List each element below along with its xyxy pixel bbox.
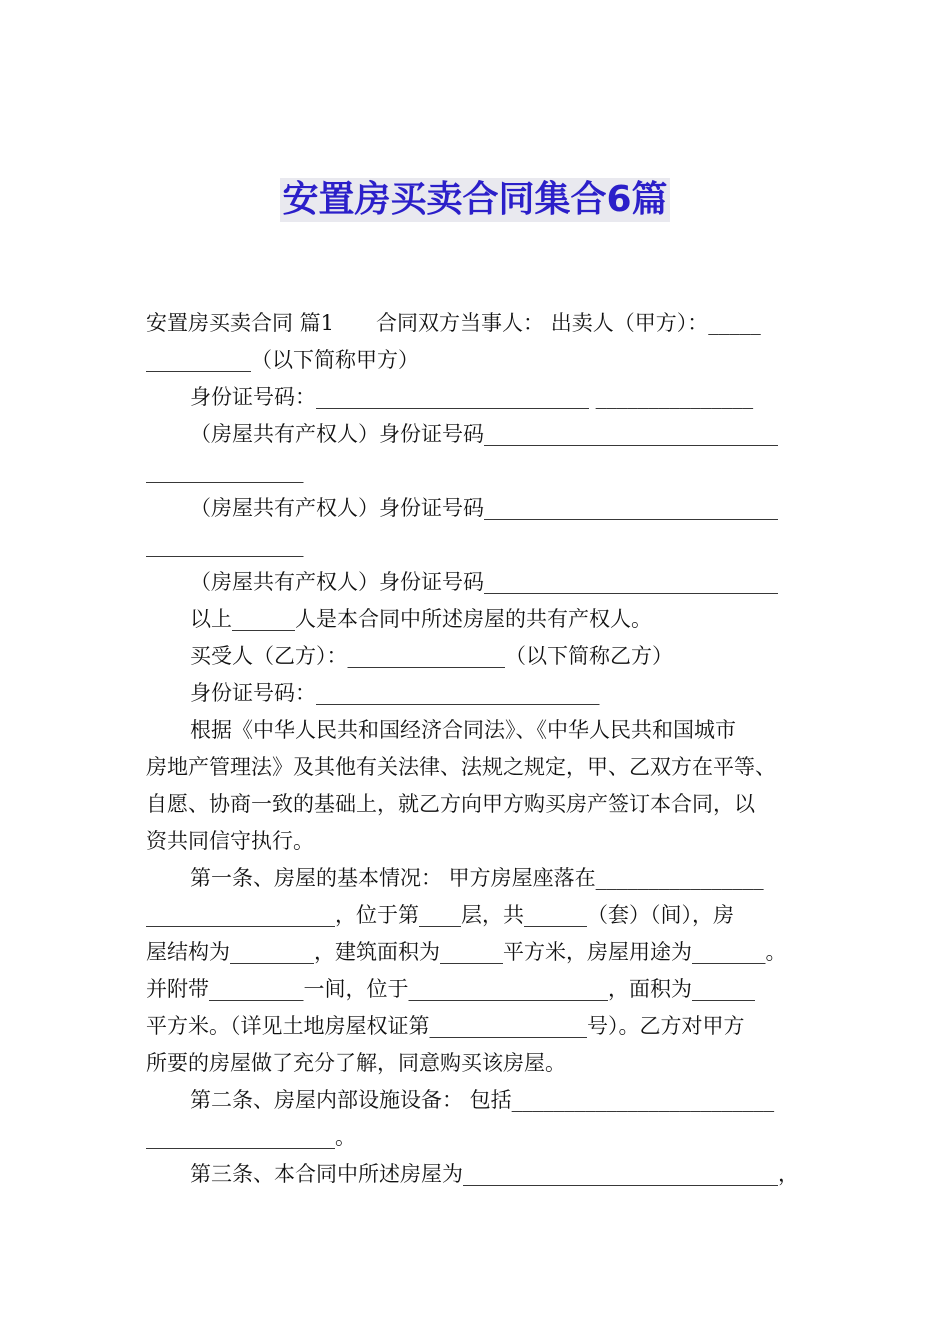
text-line: 自愿、协商一致的基础上，就乙方向甲方购买房产签订本合同，以: [146, 792, 755, 816]
text-line: 所要的房屋做了充分了解，同意购买该房屋。: [146, 1051, 566, 1075]
text-line: __________（以下简称甲方）: [146, 348, 419, 372]
text-line: 第二条、房屋内部设施设备： 包括_________________________: [190, 1088, 775, 1112]
text-line: 安置房买卖合同 篇1 合同双方当事人： 出卖人（甲方）：_____: [146, 311, 761, 335]
document-title: 安置房买卖合同集合6篇: [282, 179, 668, 220]
text-line: 屋结构为________，建筑面积为______平方米，房屋用途为_______。: [146, 940, 787, 964]
text-line: __________________。: [146, 1125, 356, 1149]
text-line: 房地产管理法》及其他有关法律、法规之规定，甲、乙双方在平等、: [146, 755, 776, 779]
document-body: [146, 305, 816, 1193]
text-line: 第三条、本合同中所述房屋为______________________________，: [190, 1162, 799, 1186]
text-line: （房屋共有产权人）身份证号码____________________________: [190, 422, 778, 446]
text-line: _______________: [146, 533, 304, 557]
text-line: 根据《中华人民共和国经济合同法》、《中华人民共和国城市: [190, 718, 736, 742]
text-line: 平方米。（详见土地房屋权证第_______________号）。乙方对甲方: [146, 1014, 745, 1038]
text-line: 买受人（乙方）：_______________（以下简称乙方）: [190, 644, 673, 668]
text-line: （房屋共有产权人）身份证号码____________________________: [190, 496, 778, 520]
text-line: 第一条、房屋的基本情况： 甲方房屋座落在________________: [190, 866, 764, 890]
text-line: 身份证号码：__________________________ _______________: [190, 385, 754, 409]
text-line: 以上______人是本合同中所述房屋的共有产权人。: [190, 607, 652, 631]
text-line: __________________，位于第____层，共______（套）（间），房: [146, 903, 734, 927]
text-line: _______________: [146, 459, 304, 483]
text-line: 资共同信守执行。: [146, 829, 314, 853]
text-line: （房屋共有产权人）身份证号码____________________________: [190, 570, 778, 594]
title-container: [0, 178, 950, 222]
text-line: 并附带_________一间，位于___________________，面积为______: [146, 977, 755, 1001]
text-line: 身份证号码：___________________________: [190, 681, 600, 705]
